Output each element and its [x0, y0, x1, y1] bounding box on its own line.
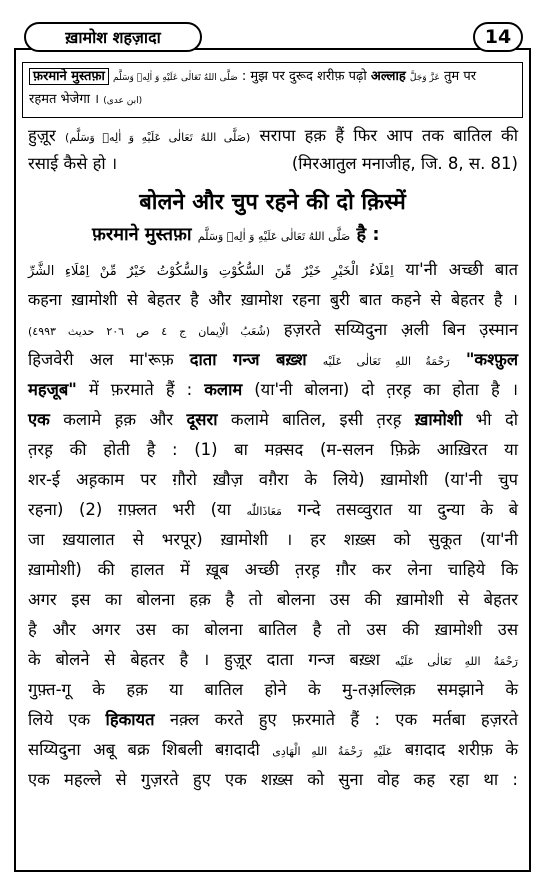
body-text: (या'नी बोलना) दो त़रह़ का होता है । — [254, 380, 519, 399]
book-title: ख़ामोश शहज़ादा — [24, 22, 202, 52]
hadith-label: फ़रमाने मुस्तफ़ा — [29, 68, 109, 85]
body-line-2 — [28, 288, 518, 312]
body-text: हिजवेरी अल मा'रूफ़ — [28, 350, 174, 369]
body-line-8 — [28, 468, 518, 492]
body-text: ख़ामोशी) की हालत में ख़ूब अच्छी त़रह़ ग़ौर कर लेना चाहिये कि — [28, 560, 518, 579]
body-line-7 — [28, 438, 518, 462]
allah-text: अल्लाह — [370, 69, 406, 84]
body-line-17 — [28, 738, 518, 764]
body-text: बग़दाद शरीफ़ के — [404, 740, 518, 759]
body-line-5 — [28, 378, 518, 402]
para1-text-a: हुज़ूर — [28, 126, 56, 145]
body-line-15 — [28, 678, 518, 702]
body-text: त़रह़ की होती है : (1) बा मक़्सद (म-सलन फ़िक्रे आख़िरत या — [28, 440, 518, 459]
body-text: रहना) (2) ग़फ़्लत भरी (या — [28, 500, 231, 519]
para1-line1 — [28, 124, 518, 150]
arabic-quote: اِمْلَاءُ الْخَيْرِ خَيْرٌ مِّنَ السُّكُوْتِ وَالسُّكُوْتُ خَيْرٌ مِّنْ اِمْلَاءِ الشَّرِّ — [28, 264, 394, 279]
body-text: गन्दे तसव्वुरात या दुन्या के बे — [297, 500, 519, 519]
body-line-13 — [28, 618, 518, 642]
body-text: लिये एक — [28, 710, 91, 729]
hadith-text-2: तुम पर — [444, 69, 477, 84]
body-text: एक महल्ले से गुज़रते हुए एक शख़्स को सुना वोह कह रहा था : — [28, 770, 518, 789]
body-line-12 — [28, 588, 518, 612]
body-text: में फ़रमाते हैं : — [88, 380, 193, 399]
body-text: भी दो — [475, 410, 518, 429]
body-line-1 — [28, 258, 518, 284]
body-line-9 — [28, 498, 518, 524]
body-text: गुफ़्त-गू के हक़ या बातिल होने के मु-तअ़ल्लिक़ समझाने के — [28, 680, 518, 699]
sub-heading — [92, 222, 380, 246]
sub-heading-text: फ़रमाने मुस्तफ़ा — [92, 224, 192, 245]
azza-text: عَزَّ وَجَلَّ — [409, 73, 440, 83]
arabic-phrase: مَعَاذَاللّٰه — [246, 505, 282, 518]
body-text: कहना ख़ामोशी से बेहतर है और ख़ामोश रहना बुरी बात कहने से बेहतर है । — [28, 290, 518, 309]
bold-text: दाता गन्ज बख़्श — [189, 350, 307, 369]
dua-arabic: رَحْمَةُ اللهِ تَعَالٰى عَلَيْه — [394, 655, 518, 668]
body-text: हज़रते सय्यिदुना अ़ली बिन उ़स्मान — [283, 320, 519, 339]
bold-text: "कश्फ़ुल — [465, 350, 519, 369]
hadith-text-1: : मुझ पर दुरूद शरीफ़ पढ़ो — [241, 69, 367, 84]
body-line-4 — [28, 348, 518, 374]
salawat-text: صَلَّى اللهُ تَعَالٰى عَلَيْهِ وَ اٰلِهٖ وَسَلَّم — [113, 73, 238, 83]
dua-arabic: عَلَيْهِ رَحْمَةُ اللهِ الْهَادِى — [272, 745, 393, 758]
salawat-text: (صَلَّى اللهُ تَعَالٰى عَلَيْهِ وَ اٰلِهٖ وَسَلَّم) — [65, 131, 251, 144]
bold-text: महजूब" — [28, 380, 77, 399]
body-text: कलामे ह़क़ और — [63, 410, 174, 429]
body-text: सय्यिदुना अबू बक्र शिबली बग़दादी — [28, 740, 260, 759]
dua-arabic: رَحْمَةُ اللهِ تَعَالٰى عَلَيْه — [322, 355, 450, 368]
body-line-11 — [28, 558, 518, 582]
body-line-6 — [28, 408, 518, 432]
hadith-box — [22, 62, 523, 118]
para1-ref: (मिरआतुल मनाजीह, जि. 8, स. 81) — [291, 154, 518, 173]
body-line-16 — [28, 708, 518, 732]
body-text: शर-ई अह़काम पर ग़ौरो ख़ौज़ वग़ैरा के लिये) ख़ामोशी (या'नी चुप — [28, 470, 518, 489]
body-text: के बोलने से बेहतर है । हुज़ूर दाता गन्ज बख़्श — [28, 650, 380, 669]
sub-heading-end: है : — [356, 224, 380, 245]
bold-text: कलाम — [204, 380, 243, 399]
reference-arabic: (شُعَبُ الْاِيمان ج ٤ ص ٢٠٦ حديث ٤٩٩٣) — [28, 325, 270, 338]
bold-text: एक — [28, 410, 50, 429]
salawat-text: صَلَّى اللهُ تَعَالٰى عَلَيْهِ وَ اٰلِهٖ وَسَلَّم — [197, 230, 351, 243]
body-line-10 — [28, 528, 518, 552]
body-text: जा ख़यालात से भरपूर) ख़ामोशी । हर शख़्स को सुकूत (या'नी — [28, 530, 518, 549]
hadith-line-2: रहमत भेजेगा । — [29, 92, 100, 107]
body-line-3 — [28, 318, 518, 344]
bold-text: दूसरा — [186, 410, 218, 429]
body-text: कलामे बातिल, इसी त़रह़ — [230, 410, 402, 429]
body-text: है और अगर उस का बोलना बातिल है तो उस की ख़ामोशी उस — [28, 620, 518, 639]
body-line-14 — [28, 648, 518, 674]
para1-text-b: सरापा हक़ हैं फिर आप तक बातिल की — [259, 126, 519, 145]
body-text: या'नी अच्छी बात — [405, 260, 518, 279]
hadith-ref: (ابن عدی) — [103, 96, 143, 106]
para1-line2 — [28, 152, 518, 176]
body-text: नक़्ल करते हुए फ़रमाते हैं : एक मर्तबा हज़रते — [169, 710, 519, 729]
body-line-18 — [28, 768, 518, 792]
section-heading: बोलने और चुप रहने की दो क़िस्में — [139, 190, 406, 215]
bold-text: ख़ामोशी — [414, 410, 463, 429]
para1-line2-text: रसाई कैसे हो । — [28, 154, 118, 173]
bold-text: हिकायत — [105, 710, 155, 729]
body-text: अगर इस का बोलना हक़ है तो बोलना उस की ख़ामोशी से बेहतर — [28, 590, 518, 609]
page-number: 14 — [473, 22, 523, 52]
